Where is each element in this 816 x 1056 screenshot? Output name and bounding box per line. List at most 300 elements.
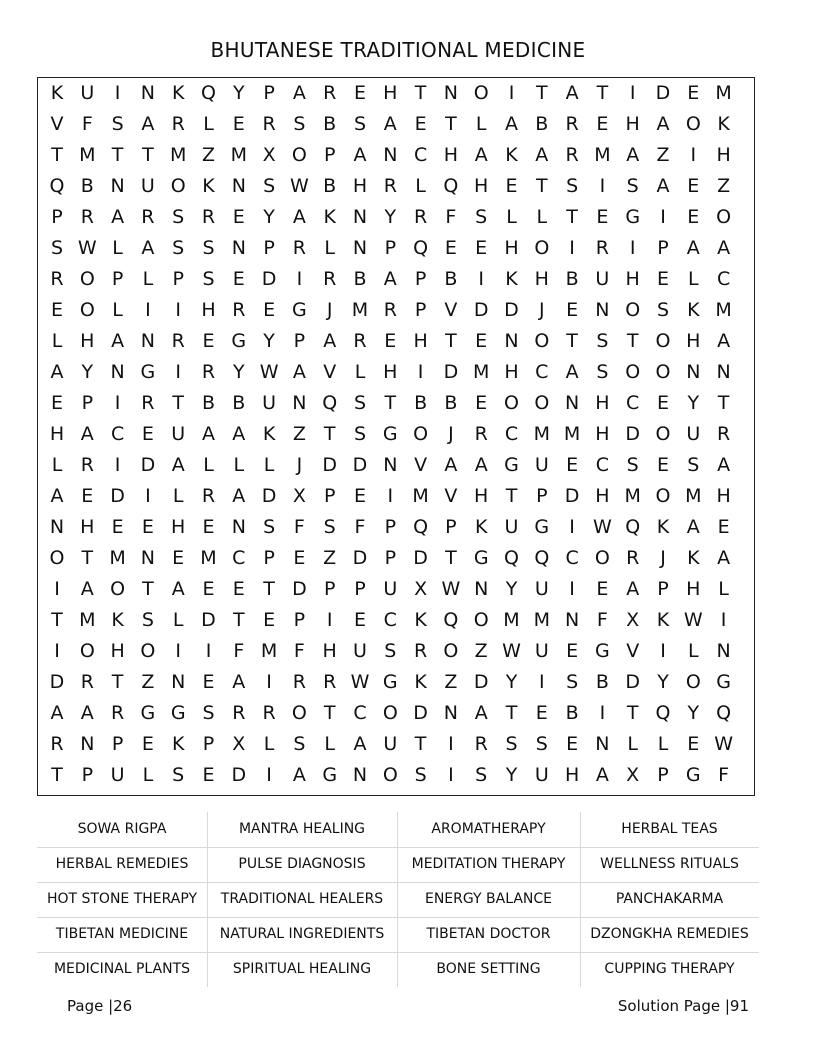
grid-letter: S	[172, 206, 185, 228]
grid-letter: D	[231, 764, 247, 786]
grid-letter: E	[172, 547, 185, 569]
grid-letter: I	[114, 454, 121, 476]
grid-letter: U	[686, 423, 701, 445]
grid-letter: I	[629, 82, 636, 104]
grid-letter: R	[201, 485, 216, 507]
grid-letter: E	[596, 206, 609, 228]
grid-letter: M	[715, 82, 732, 104]
grid-letter: V	[444, 485, 458, 507]
grid-letter: S	[626, 454, 639, 476]
grid-letter: O	[655, 485, 671, 507]
grid-letter: O	[534, 392, 550, 414]
grid-letter: O	[655, 361, 671, 383]
word-list-item: SPIRITUAL HEALING	[232, 961, 372, 977]
grid-letter: E	[232, 268, 245, 290]
grid-letter: E	[505, 175, 518, 197]
word-list-item: ENERGY BALANCE	[424, 891, 553, 907]
grid-letter: G	[231, 330, 247, 352]
grid-letter: T	[172, 392, 184, 414]
grid-letter: F	[718, 764, 730, 786]
grid-letter: W	[592, 516, 612, 538]
grid-letter: H	[413, 330, 428, 352]
grid-letter: L	[688, 268, 699, 290]
grid-letter: R	[292, 237, 306, 259]
grid-letter: O	[79, 299, 95, 321]
grid-letter: R	[413, 640, 428, 662]
grid-letter: Y	[687, 392, 700, 414]
grid-letter: Q	[504, 547, 519, 569]
grid-letter: A	[626, 578, 640, 600]
grid-letter: N	[595, 299, 610, 321]
grid-letter: S	[384, 640, 397, 662]
grid-letter: G	[322, 764, 338, 786]
grid-letter: A	[353, 733, 367, 755]
grid-row	[38, 450, 754, 481]
grid-letter: E	[141, 733, 154, 755]
grid-letter: A	[595, 764, 609, 786]
grid-letter: K	[687, 547, 700, 569]
grid-letter: R	[262, 702, 276, 724]
grid-letter: Y	[505, 578, 518, 600]
grid-letter: L	[51, 454, 63, 476]
grid-letter: T	[596, 82, 609, 104]
grid-letter: T	[414, 733, 427, 755]
grid-letter: E	[656, 454, 669, 476]
grid-letter: H	[171, 516, 186, 538]
grid-row	[38, 574, 754, 605]
grid-letter: P	[657, 578, 669, 600]
grid-row	[38, 698, 754, 729]
grid-letter: I	[54, 578, 60, 600]
grid-row	[38, 388, 754, 419]
grid-letter: U	[504, 516, 519, 538]
grid-letter: K	[474, 516, 488, 538]
grid-letter: U	[534, 578, 549, 600]
grid-letter: I	[326, 609, 333, 631]
grid-letter: T	[263, 578, 275, 600]
grid-letter: L	[688, 640, 699, 662]
grid-letter: O	[291, 144, 307, 166]
grid-letter: K	[50, 82, 64, 104]
grid-letter: T	[535, 175, 548, 197]
grid-letter: C	[110, 423, 125, 445]
grid-row	[38, 78, 754, 109]
grid-letter: H	[80, 330, 95, 352]
grid-letter: A	[50, 702, 64, 724]
grid-row	[38, 481, 754, 512]
grid-letter: P	[111, 268, 124, 290]
grid-letter: N	[443, 702, 458, 724]
grid-letter: P	[263, 82, 275, 104]
grid-letter: W	[289, 175, 309, 197]
grid-letter: B	[80, 175, 94, 197]
grid-letter: L	[203, 454, 214, 476]
grid-letter: B	[444, 268, 458, 290]
grid-letter: D	[504, 299, 519, 321]
grid-letter: Q	[625, 516, 641, 538]
grid-letter: A	[686, 516, 700, 538]
grid-letter: C	[716, 268, 731, 290]
grid-letter: Q	[534, 547, 550, 569]
grid-letter: L	[172, 485, 184, 507]
grid-letter: T	[384, 392, 397, 414]
grid-letter: E	[656, 392, 669, 414]
grid-letter: W	[259, 361, 279, 383]
grid-letter: D	[261, 268, 277, 290]
grid-letter: I	[538, 671, 545, 693]
grid-letter: N	[352, 206, 368, 228]
grid-letter: C	[595, 454, 610, 476]
grid-letter: W	[77, 237, 97, 259]
grid-letter: E	[353, 609, 366, 631]
grid-letter: T	[323, 702, 336, 724]
grid-letter: H	[625, 268, 640, 290]
grid-letter: X	[232, 733, 246, 755]
grid-row	[38, 636, 754, 667]
grid-letter: H	[474, 175, 489, 197]
grid-letter: K	[656, 516, 670, 538]
grid-letter: B	[353, 268, 367, 290]
grid-letter: H	[504, 237, 519, 259]
grid-letter: N	[716, 640, 731, 662]
grid-letter: R	[474, 733, 488, 755]
grid-letter: S	[293, 733, 306, 755]
grid-letter: H	[201, 299, 216, 321]
grid-letter: O	[504, 392, 519, 414]
grid-letter: P	[414, 299, 427, 321]
grid-letter: W	[714, 733, 733, 755]
grid-letter: P	[384, 516, 397, 538]
grid-letter: M	[230, 144, 247, 166]
grid-letter: E	[141, 516, 154, 538]
grid-letter: R	[383, 175, 397, 197]
grid-letter: S	[323, 516, 336, 538]
grid-letter: F	[233, 640, 245, 662]
grid-letter: R	[110, 702, 125, 724]
grid-letter: B	[232, 392, 246, 414]
grid-letter: O	[716, 206, 732, 228]
grid-letter: K	[414, 671, 427, 693]
grid-letter: N	[140, 330, 155, 352]
grid-letter: I	[660, 206, 666, 228]
grid-letter: A	[323, 330, 337, 352]
grid-letter: O	[79, 268, 95, 290]
grid-row	[38, 233, 754, 264]
grid-letter: G	[292, 299, 307, 321]
grid-letter: A	[292, 361, 306, 383]
grid-letter: N	[716, 361, 731, 383]
grid-letter: S	[687, 454, 700, 476]
grid-letter: H	[534, 268, 549, 290]
grid-letter: V	[626, 640, 640, 662]
grid-letter: I	[629, 237, 636, 259]
grid-letter: M	[533, 423, 550, 445]
grid-letter: R	[171, 113, 185, 135]
grid-letter: I	[266, 671, 272, 693]
grid-letter: I	[145, 485, 151, 507]
grid-letter: P	[384, 237, 397, 259]
grid-letter: P	[384, 547, 397, 569]
grid-letter: D	[201, 609, 216, 631]
grid-letter: P	[172, 268, 184, 290]
grid-letter: K	[262, 423, 276, 445]
grid-letter: P	[293, 330, 306, 352]
grid-letter: L	[718, 578, 729, 600]
grid-letter: G	[625, 206, 641, 228]
grid-letter: N	[292, 392, 307, 414]
grid-letter: S	[293, 113, 306, 135]
grid-letter: E	[384, 330, 397, 352]
grid-letter: A	[80, 423, 94, 445]
grid-letter: O	[685, 113, 701, 135]
grid-letter: M	[79, 144, 96, 166]
grid-letter: I	[569, 578, 575, 600]
grid-letter: A	[626, 144, 640, 166]
grid-letter: C	[232, 547, 246, 569]
grid-letter: Y	[505, 671, 518, 693]
grid-letter: X	[414, 578, 428, 600]
grid-letter: U	[80, 82, 95, 104]
grid-letter: T	[505, 485, 518, 507]
grid-letter: N	[383, 454, 398, 476]
grid-letter: E	[687, 82, 700, 104]
grid-letter: R	[80, 206, 94, 228]
grid-letter: U	[383, 733, 398, 755]
grid-letter: D	[625, 671, 640, 693]
grid-letter: D	[443, 361, 459, 383]
grid-letter: I	[54, 640, 60, 662]
word-list-item: HERBAL TEAS	[621, 821, 718, 837]
grid-letter: E	[263, 299, 276, 321]
grid-letter: M	[79, 609, 96, 631]
grid-letter: D	[655, 82, 671, 104]
grid-letter: O	[170, 175, 186, 197]
grid-letter: I	[175, 299, 181, 321]
grid-letter: R	[323, 671, 337, 693]
grid-letter: L	[142, 268, 154, 290]
grid-letter: S	[141, 609, 154, 631]
grid-letter: F	[293, 640, 305, 662]
grid-row	[38, 264, 754, 295]
grid-letter: R	[80, 454, 94, 476]
grid-letter: I	[175, 361, 181, 383]
grid-letter: K	[656, 609, 670, 631]
grid-letter: I	[114, 392, 121, 414]
grid-letter: E	[596, 113, 609, 135]
grid-letter: H	[352, 175, 368, 197]
grid-letter: A	[232, 671, 246, 693]
grid-letter: R	[80, 671, 94, 693]
grid-letter: T	[51, 764, 63, 786]
grid-letter: T	[445, 330, 457, 352]
grid-letter: C	[504, 423, 519, 445]
grid-letter: Q	[413, 237, 429, 259]
grid-letter: C	[626, 392, 640, 414]
grid-letter: D	[473, 671, 489, 693]
grid-letter: K	[505, 268, 518, 290]
grid-letter: T	[51, 144, 63, 166]
word-list-item: TIBETAN MEDICINE	[55, 926, 189, 942]
grid-letter: I	[448, 764, 454, 786]
grid-letter: A	[232, 423, 246, 445]
grid-letter: Y	[232, 82, 245, 104]
grid-letter: E	[353, 82, 366, 104]
grid-letter: I	[599, 175, 606, 197]
grid-letter: E	[475, 330, 488, 352]
grid-letter: R	[474, 423, 488, 445]
grid-letter: L	[112, 299, 123, 321]
grid-letter: R	[201, 206, 216, 228]
grid-letter: G	[140, 361, 156, 383]
grid-letter: J	[296, 454, 303, 476]
grid-letter: E	[535, 702, 548, 724]
grid-letter: H	[49, 423, 65, 445]
grid-letter: O	[49, 547, 65, 569]
grid-letter: U	[595, 268, 610, 290]
grid-letter: I	[599, 702, 606, 724]
grid-letter: Z	[717, 175, 731, 197]
grid-letter: A	[474, 144, 488, 166]
grid-letter: U	[110, 764, 125, 786]
grid-letter: O	[291, 702, 307, 724]
grid-letter: E	[232, 578, 245, 600]
grid-letter: A	[171, 454, 185, 476]
grid-row	[38, 171, 754, 202]
word-list-item: PANCHAKARMA	[615, 891, 724, 907]
grid-letter: R	[323, 82, 337, 104]
grid-letter: N	[231, 175, 246, 197]
grid-letter: H	[686, 578, 701, 600]
grid-letter: E	[717, 516, 730, 538]
grid-letter: E	[475, 237, 488, 259]
grid-letter: E	[656, 268, 669, 290]
grid-letter: K	[414, 609, 427, 631]
grid-letter: H	[625, 113, 640, 135]
grid-letter: C	[383, 609, 397, 631]
grid-letter: L	[627, 733, 638, 755]
grid-letter: A	[474, 702, 488, 724]
grid-letter: Q	[413, 516, 429, 538]
grid-letter: P	[354, 578, 366, 600]
grid-letter: Q	[201, 82, 216, 104]
grid-letter: I	[205, 640, 212, 662]
grid-letter: R	[201, 361, 216, 383]
grid-letter: L	[51, 330, 63, 352]
grid-letter: G	[504, 454, 519, 476]
grid-letter: M	[624, 485, 641, 507]
grid-letter: P	[293, 609, 306, 631]
grid-letter: H	[716, 144, 731, 166]
grid-letter: G	[685, 764, 701, 786]
grid-row	[38, 140, 754, 171]
grid-letter: I	[569, 516, 575, 538]
grid-letter: P	[414, 268, 427, 290]
grid-letter: H	[474, 485, 489, 507]
grid-letter: E	[202, 764, 215, 786]
grid-letter: P	[657, 237, 669, 259]
grid-letter: Z	[323, 547, 337, 569]
grid-row	[38, 512, 754, 543]
word-list-item: MANTRA HEALING	[238, 821, 366, 837]
page-title: BHUTANESE TRADITIONAL MEDICINE	[210, 38, 586, 62]
grid-letter: Q	[655, 702, 671, 724]
grid-letter: W	[350, 671, 370, 693]
grid-letter: P	[81, 764, 94, 786]
grid-letter: A	[383, 113, 397, 135]
grid-letter: S	[50, 237, 64, 259]
grid-letter: C	[565, 547, 579, 569]
grid-letter: V	[323, 361, 337, 383]
grid-letter: T	[626, 702, 639, 724]
grid-letter: I	[660, 640, 666, 662]
grid-letter: T	[505, 702, 518, 724]
grid-letter: E	[111, 516, 124, 538]
grid-letter: A	[717, 330, 731, 352]
grid-letter: G	[382, 671, 398, 693]
grid-letter: D	[49, 671, 65, 693]
grid-letter: A	[111, 206, 125, 228]
grid-letter: F	[354, 516, 366, 538]
grid-letter: R	[50, 268, 64, 290]
grid-row	[38, 729, 754, 760]
grid-letter: M	[594, 144, 611, 166]
word-list-item: PULSE DIAGNOSIS	[238, 856, 366, 872]
grid-row	[38, 326, 754, 357]
grid-letter: T	[717, 392, 730, 414]
grid-letter: S	[353, 423, 367, 445]
grid-row	[38, 202, 754, 233]
grid-letter: T	[445, 113, 457, 135]
grid-letter: D	[625, 423, 640, 445]
grid-letter: N	[383, 144, 398, 166]
grid-letter: P	[263, 237, 275, 259]
grid-letter: S	[535, 733, 548, 755]
grid-letter: H	[564, 764, 580, 786]
grid-letter: S	[656, 299, 670, 321]
grid-letter: A	[202, 423, 215, 445]
grid-letter: S	[566, 671, 579, 693]
grid-letter: M	[109, 547, 126, 569]
grid-letter: H	[595, 423, 610, 445]
grid-letter: N	[564, 392, 580, 414]
grid-letter: O	[534, 330, 550, 352]
grid-letter: T	[323, 423, 336, 445]
grid-letter: P	[263, 547, 275, 569]
grid-letter: M	[715, 299, 732, 321]
grid-letter: N	[504, 330, 519, 352]
grid-letter: A	[505, 113, 518, 135]
grid-letter: P	[81, 392, 94, 414]
grid-letter: I	[569, 237, 575, 259]
grid-letter: T	[414, 82, 427, 104]
grid-letter: Q	[49, 175, 65, 197]
grid-letter: B	[323, 113, 337, 135]
grid-letter: S	[475, 764, 488, 786]
grid-letter: L	[112, 237, 123, 259]
word-list-item: WELLNESS RITUALS	[600, 856, 739, 872]
word-list-item: TIBETAN DOCTOR	[426, 926, 551, 942]
grid-letter: O	[443, 640, 459, 662]
grid-letter: A	[717, 237, 731, 259]
grid-letter: E	[687, 733, 700, 755]
word-list	[37, 812, 759, 990]
grid-letter: G	[170, 702, 186, 724]
grid-letter: Y	[81, 361, 94, 383]
grid-letter: L	[203, 113, 214, 135]
grid-letter: K	[111, 609, 124, 631]
grid-letter: L	[354, 361, 366, 383]
grid-letter: S	[172, 237, 185, 259]
